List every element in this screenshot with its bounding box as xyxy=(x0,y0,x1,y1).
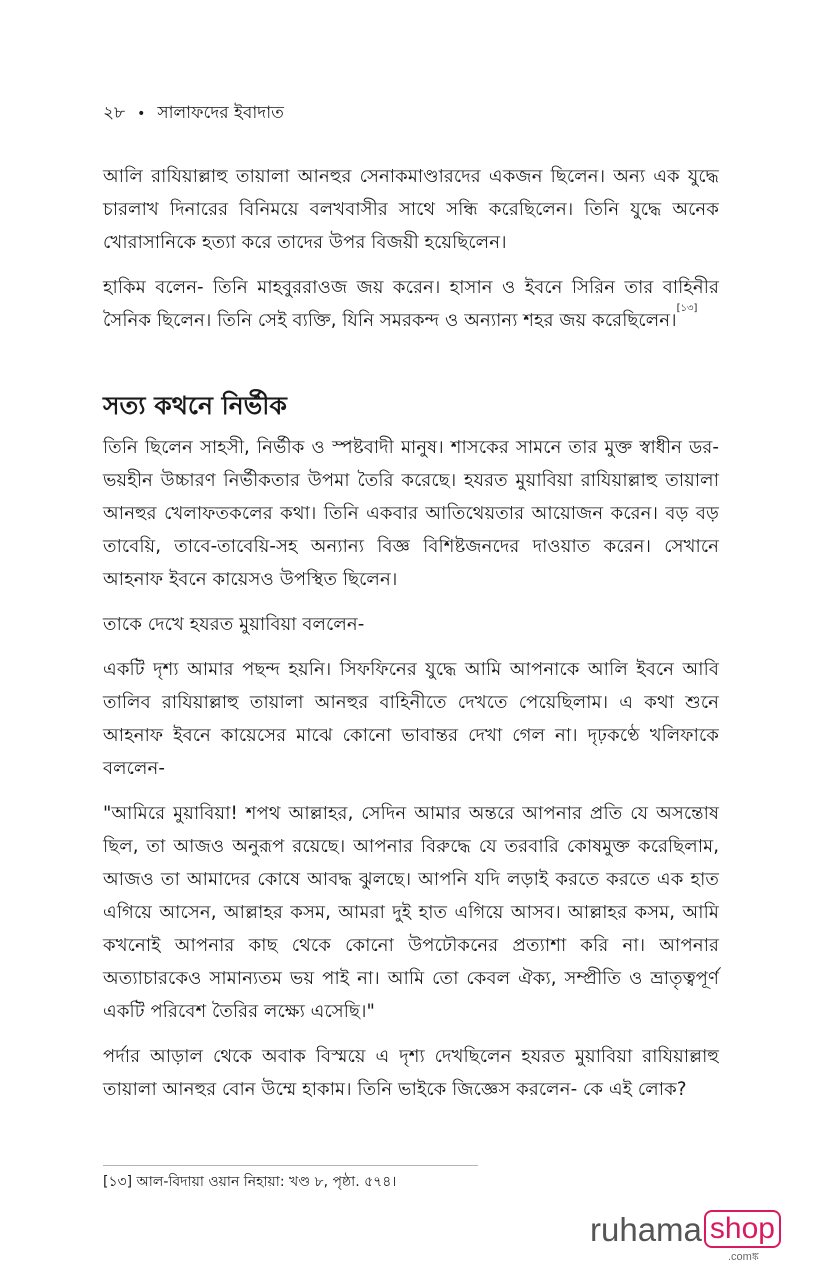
paragraph xyxy=(103,271,719,337)
paragraph-text: হাকিম বলেন- তিনি মাহবুররাওজ জয় করেন। হাসান ও ইবনে সিরিন তার বাহিনীর সৈনিক ছিলেন। তিনি সেই ব্যক্তি, যিনি সমরকন্দ ও অন্যান্য শহর জয় করেছিলেন। xyxy=(103,277,719,331)
page-number: ২৮ xyxy=(103,103,126,123)
logo-text-domain: .comঙ্ক xyxy=(728,1251,759,1263)
page-body xyxy=(103,160,719,1118)
page-header xyxy=(103,100,284,128)
paragraph: আলি রাযিয়াল্লাহু তায়ালা আনহুর সেনাকমাণ্ডারদের একজন ছিলেন। অন্য এক যুদ্ধে চারলাখ দিনারের বিনিময়ে বলখবাসীর সাথে সন্ধি করেছিলেন। তিনি যুদ্ধে অনেক খোরাসানিকে হত্যা করে তাদের উপর বিজয়ী হয়েছিলেন। xyxy=(103,166,719,253)
logo-text-shop: shop xyxy=(704,1210,781,1248)
paragraph: পর্দার আড়াল থেকে অবাক বিস্ময়ে এ দৃশ্য দেখছিলেন হযরত মুয়াবিয়া রাযিয়াল্লাহু তায়ালা আনহুর বোন উম্মে হাকাম। তিনি ভাইকে জিজ্ঞেস করলেন- কে এই লোক? xyxy=(103,1046,719,1100)
section-heading: সত্য কথনে নির্ভীক xyxy=(103,391,287,420)
footnote-marker[interactable]: [১৩] xyxy=(676,303,698,314)
footnote-divider xyxy=(103,1165,478,1166)
paragraph: তিনি ছিলেন সাহসী, নির্ভীক ও স্পষ্টবাদী মানুষ। শাসকের সামনে তার মুক্ত স্বাধীন ডর-ভয়হীন উচ্চারণ নির্ভীকতার উপমা তৈরি করেছে। হযরত মুয়াবিয়া রাযিয়াল্লাহু তায়ালা আনহুর খেলাফতকলের কথা। তিনি একবার আতিথেয়তার আয়োজন করেন। বড় বড় তাবেয়ি, তাবে-তাবেয়ি-সহ অন্যান্য বিজ্ঞ বিশিষ্টজনদের দাওয়াত করেন। সেখানে আহনাফ ইবনে কায়েসও উপস্থিত ছিলেন। xyxy=(103,437,719,590)
book-title: সালাফদের ইবাদাত xyxy=(157,103,284,123)
footnote: [১৩] আল-বিদায়া ওয়ান নিহায়া: খণ্ড ৮, পৃষ্ঠা. ৫৭৪। xyxy=(103,1174,397,1190)
header-separator: • xyxy=(137,106,146,122)
paragraph: একটি দৃশ্য আমার পছন্দ হয়নি। সিফফিনের যুদ্ধে আমি আপনাকে আলি ইবনে আবি তালিব রাযিয়াল্লাহু তায়ালা আনহুর বাহিনীতে দেখতে পেয়েছিলাম। এ কথা শুনে আহনাফ ইবনে কায়েসের মাঝে কোনো ভাবান্তর দেখা গেল না। দৃঢ়কণ্ঠে খলিফাকে বললেন- xyxy=(103,659,719,779)
quote-paragraph: "আমিরে মুয়াবিয়া! শপথ আল্লাহর, সেদিন আমার অন্তরে আপনার প্রতি যে অসন্তোষ ছিল, তা আজও অনুরূপ রয়েছে। আপনার বিরুদ্ধে যে তরবারি কোষমুক্ত করেছিলাম, আজও তা আমাদের কোষে আবদ্ধ ঝুলছে। আপনি যদি লড়াই করতে করতে এক হাত এগিয়ে আসেন, আল্লাহর কসম, আমরা দুই হাত এগিয়ে আসব। আল্লাহর কসম, আমি কখনোই আপনার কাছ থেকে কোনো উপঢৌকনের প্রত্যাশা করি না। আপনার অত্যাচারকেও সামান্যতম ভয় পাই না। আমি তো কেবল ঐক্য, সম্প্রীতি ও ভ্রাতৃত্বপূর্ণ একটি পরিবেশ তৈরির লক্ষ্যে এসেছি।" xyxy=(103,803,719,1022)
paragraph: তাকে দেখে হযরত মুয়াবিয়া বললেন- xyxy=(103,614,365,635)
logo-text-ruhama: ruhama xyxy=(590,1211,702,1248)
watermark-logo xyxy=(590,1210,781,1263)
